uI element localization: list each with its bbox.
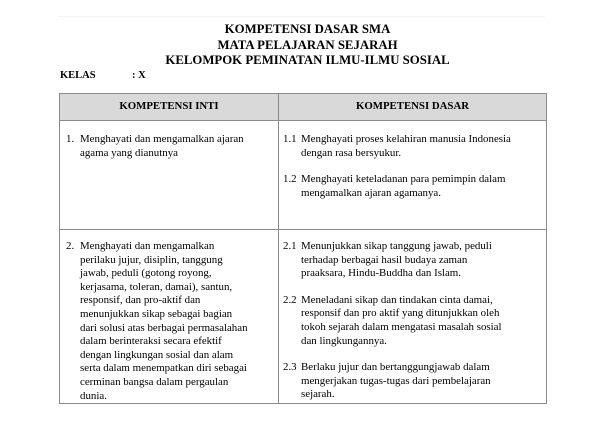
table-header-row [60,94,547,121]
ki-line: kerjasama, toleran, damai), santun, [80,280,233,293]
ki-line: agama yang dianutnya [80,146,178,159]
ki-line: Menghayati dan mengamalkan [80,240,215,252]
ki-text [80,133,268,160]
competency-table [59,93,547,404]
ki-line: perilaku jujur, disiplin, tanggung [80,253,223,266]
kelas-value: : X [132,70,146,81]
document-title [0,22,603,69]
ki-cell [60,121,279,230]
ki-line: dalam berinteraksi secara efektif [80,335,222,348]
kd-line: tokoh sejarah dalam mengatasi masalah sosial [301,320,502,333]
kd-number: 2.3 [283,361,297,374]
kd-cell [279,230,547,404]
ki-number: 2. [66,240,75,252]
kd-line: Meneladani sikap dan tindakan cinta damai, [301,293,493,306]
title-line-2: MATA PELAJARAN SEJARAH [217,37,398,52]
ki-line: cerminan bangsa dalam pergaulan [80,375,229,388]
table-row [60,121,547,230]
kd-line: Menunjukkan sikap tanggung jawab, peduli [301,240,492,252]
ki-line: dari solusi atas berbagai permasalahan [80,321,248,334]
kd-cell [279,121,547,230]
ki-line: serta dalam menempatkan diri sebagai [80,362,247,375]
ki-line: jawab, peduli (gotong royong, [80,267,212,280]
kd-number: 1.1 [283,133,297,145]
kd-item [279,133,546,160]
title-line-3: KELOMPOK PEMINATAN ILMU-ILMU SOSIAL [165,53,450,68]
kd-line: dengan rasa bersyukur. [301,146,402,159]
kd-line: Menghayati keteladanan para pemimpin dalam [301,173,506,186]
kd-item [279,294,546,348]
ki-text [80,240,268,403]
kd-line: terhadap berbagai hasil budaya zaman [301,253,468,266]
ki-line: responsif, dan pro-aktif dan [80,294,201,307]
table-row [60,230,547,404]
kd-line: Berlaku jujur dan bertanggungjawab dalam [301,361,490,374]
col-header-kompetensi-dasar: KOMPETENSI DASAR [279,94,547,121]
kd-item [279,173,546,200]
ki-line: menunjukkan sikap sebagai bagian [80,307,233,320]
title-line-1: KOMPETENSI DASAR SMA [224,22,391,36]
ki-number: 1. [66,133,75,145]
ki-line: dengan lingkungan sosial dan alam [80,348,234,361]
page-top-rule [58,16,545,17]
kd-line: sejarah. [301,388,335,401]
kd-line: mengerjakan tugas-tugas dari pembelajaran [301,374,491,387]
kd-number: 1.2 [283,173,297,186]
ki-cell [60,230,279,404]
kelas-label: KELAS [60,70,96,81]
kd-item [279,240,546,281]
kelas-info [60,70,146,81]
kd-line: praaksara, Hindu-Buddha dan Islam. [301,267,461,280]
kd-line: Menghayati proses kelahiran manusia Indonesia [301,133,511,145]
kd-number: 2.2 [283,293,297,306]
ki-line: Menghayati dan mengamalkan ajaran [80,133,244,145]
col-header-kompetensi-inti: KOMPETENSI INTI [60,94,279,121]
kd-item [279,361,546,402]
kd-number: 2.1 [283,240,297,252]
kd-line: responsif dan pro aktif yang ditunjukkan oleh [301,307,500,320]
kd-line: mengamalkan ajaran agamanya. [301,186,441,199]
ki-line: dunia. [80,389,107,402]
kd-line: dan lingkungannya. [301,334,387,347]
